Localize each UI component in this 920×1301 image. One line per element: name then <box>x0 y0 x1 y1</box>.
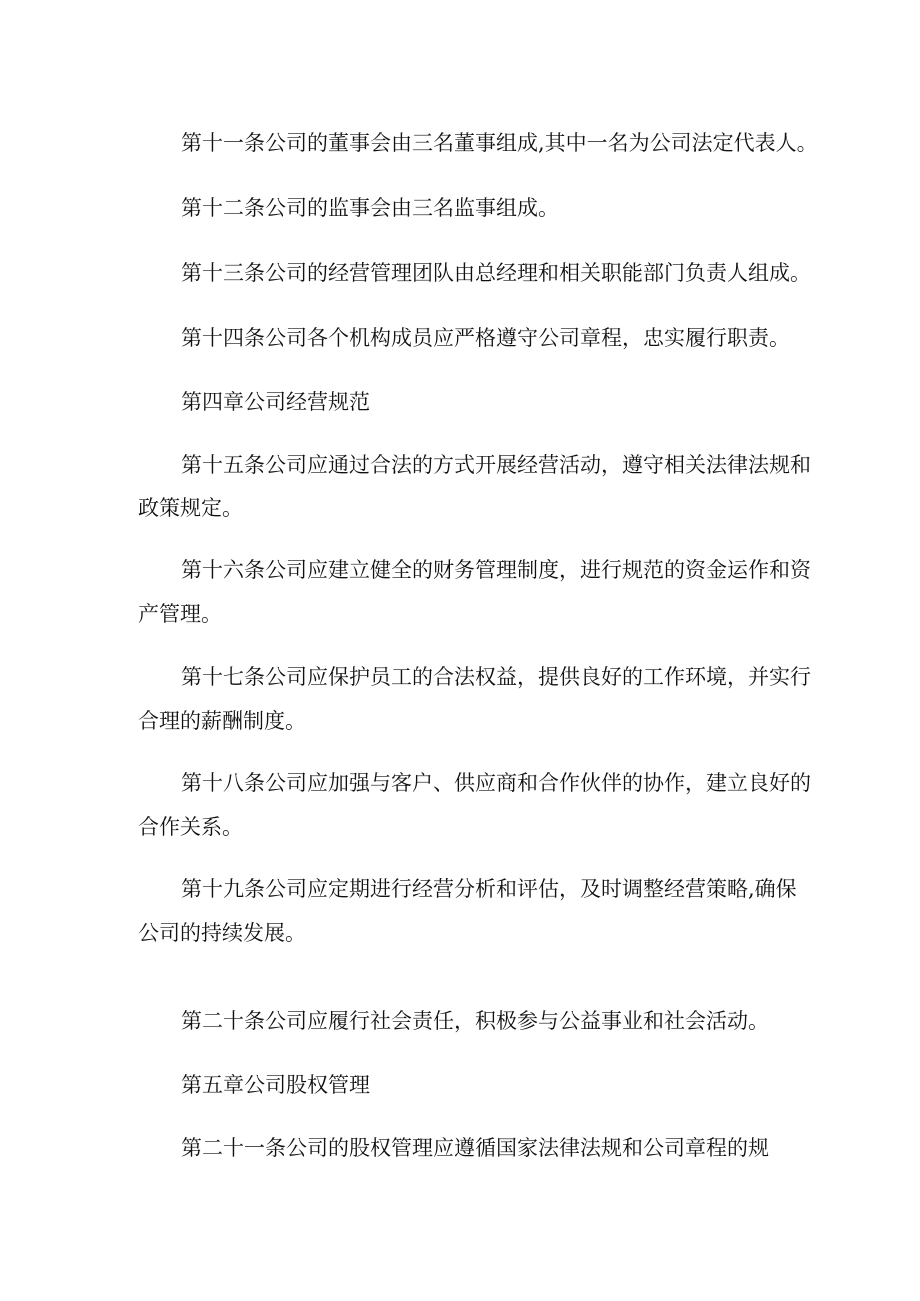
article-12: 第十二条公司的监事会由三名监事组成。 <box>181 196 559 220</box>
article-17-line-1: 第十七条公司应保护员工的合法权益，提供良好的工作环境，并实行 <box>181 665 811 689</box>
article-16-line-1: 第十六条公司应建立健全的财务管理制度，进行规范的资金运作和资 <box>181 558 811 582</box>
article-11: 第十一条公司的董事会由三名董事组成,其中一名为公司法定代表人。 <box>181 131 818 155</box>
article-15-line-2: 政策规定。 <box>138 496 243 520</box>
chapter-4-heading: 第四章公司经营规范 <box>181 390 370 414</box>
article-14: 第十四条公司各个机构成员应严格遵守公司章程，忠实履行职责。 <box>181 326 790 350</box>
article-18-line-1: 第十八条公司应加强与客户、供应商和合作伙伴的协作，建立良好的 <box>181 771 811 795</box>
article-16-line-2: 产管理。 <box>138 602 222 626</box>
article-21-line-1: 第二十一条公司的股权管理应遵循国家法律法规和公司章程的规 <box>181 1136 769 1160</box>
article-19-line-2: 公司的持续发展。 <box>138 921 306 945</box>
article-19-line-1: 第十九条公司应定期进行经营分析和评估，及时调整经营策略,确保 <box>181 877 797 901</box>
article-17-line-2: 合理的薪酬制度。 <box>138 709 306 733</box>
chapter-5-heading: 第五章公司股权管理 <box>181 1073 370 1097</box>
article-13: 第十三条公司的经营管理团队由总经理和相关职能部门负责人组成。 <box>181 261 811 285</box>
article-18-line-2: 合作关系。 <box>138 815 243 839</box>
article-15-line-1: 第十五条公司应通过合法的方式开展经营活动，遵守相关法律法规和 <box>181 453 811 477</box>
article-20: 第二十条公司应履行社会责任，积极参与公益事业和社会活动。 <box>181 1009 769 1033</box>
